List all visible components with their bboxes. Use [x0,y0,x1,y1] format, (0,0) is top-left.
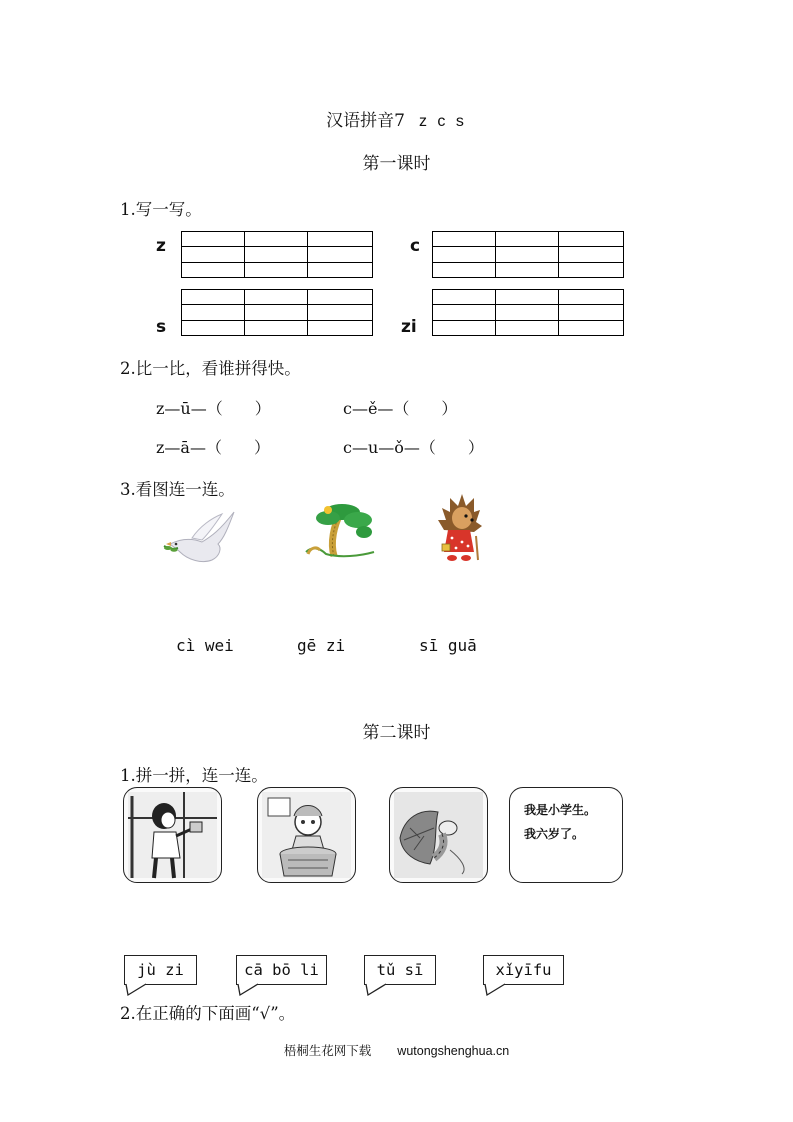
question-write: 1.写一写。 [120,200,202,219]
writing-grid-zi [432,289,624,336]
bubble-tail-icon [364,984,394,996]
bubble-ju-zi [124,955,197,985]
tree-image [300,496,380,562]
question-spell-connect: 1.拼一拼，连一连。 [120,766,268,785]
bubble-xi-yi-fu-label: xǐyīfu [495,961,552,979]
page-footer [0,1041,793,1059]
bubble-tail-icon [483,984,513,996]
word-si-gua: sī guā [419,636,477,655]
girl-washing-clothes-image [257,787,356,883]
bubble-tu-si-label: tǔ sī [376,961,424,979]
letter-s: s [156,317,167,337]
question-check-correct: 2.在正确的下面画“√”。 [120,1004,296,1023]
footer-url: wutongshenghua.cn [397,1044,510,1058]
bubble-tail-icon [124,984,154,996]
girl-wiping-window-image [123,787,222,883]
title-letters: z c s [418,113,467,130]
bubble-xi-yi-fu [483,955,564,985]
student-note-card [509,787,623,883]
word-ci-wei: cì wei [176,636,234,655]
question-match-pictures: 3.看图连一连。 [120,480,235,499]
footer-site-name: 梧桐生花网下载 [283,1043,372,1058]
writing-grid-s [181,289,373,336]
exercise-zu: z—ū—（ ） [156,399,271,418]
letter-zi: zi [401,317,417,337]
question-compare: 2.比一比，看谁拼得快。 [120,359,301,378]
writing-grid-c [432,231,624,278]
bubble-ca-bo-li-label: cā bō li [244,961,319,979]
exercise-cuo: c—u—ǒ—（ ） [343,438,484,457]
exercise-ce: c—ě—（ ） [343,399,458,418]
bubble-tail-icon [236,984,266,996]
bubble-ca-bo-li [236,955,327,985]
note-line-1: 我是小学生。 [524,803,597,817]
exercise-za: z—ā—（ ） [156,438,270,457]
dove-image [162,508,242,568]
word-ge-zi: gē zi [297,636,346,655]
title-text: 汉语拼音7 [326,111,405,131]
hedgehog-image [434,490,484,565]
bubble-tu-si [364,955,436,985]
letter-z: z [156,236,166,256]
bubble-ju-zi-label: jù zi [137,961,184,979]
page-title [0,106,793,131]
lesson-one-heading: 第一课时 [362,154,431,174]
silkworm-on-leaf-image [389,787,488,883]
writing-grid-z [181,231,373,278]
note-line-2: 我六岁了。 [524,827,585,841]
letter-c: c [410,236,421,256]
lesson-two-heading: 第二课时 [362,723,431,743]
